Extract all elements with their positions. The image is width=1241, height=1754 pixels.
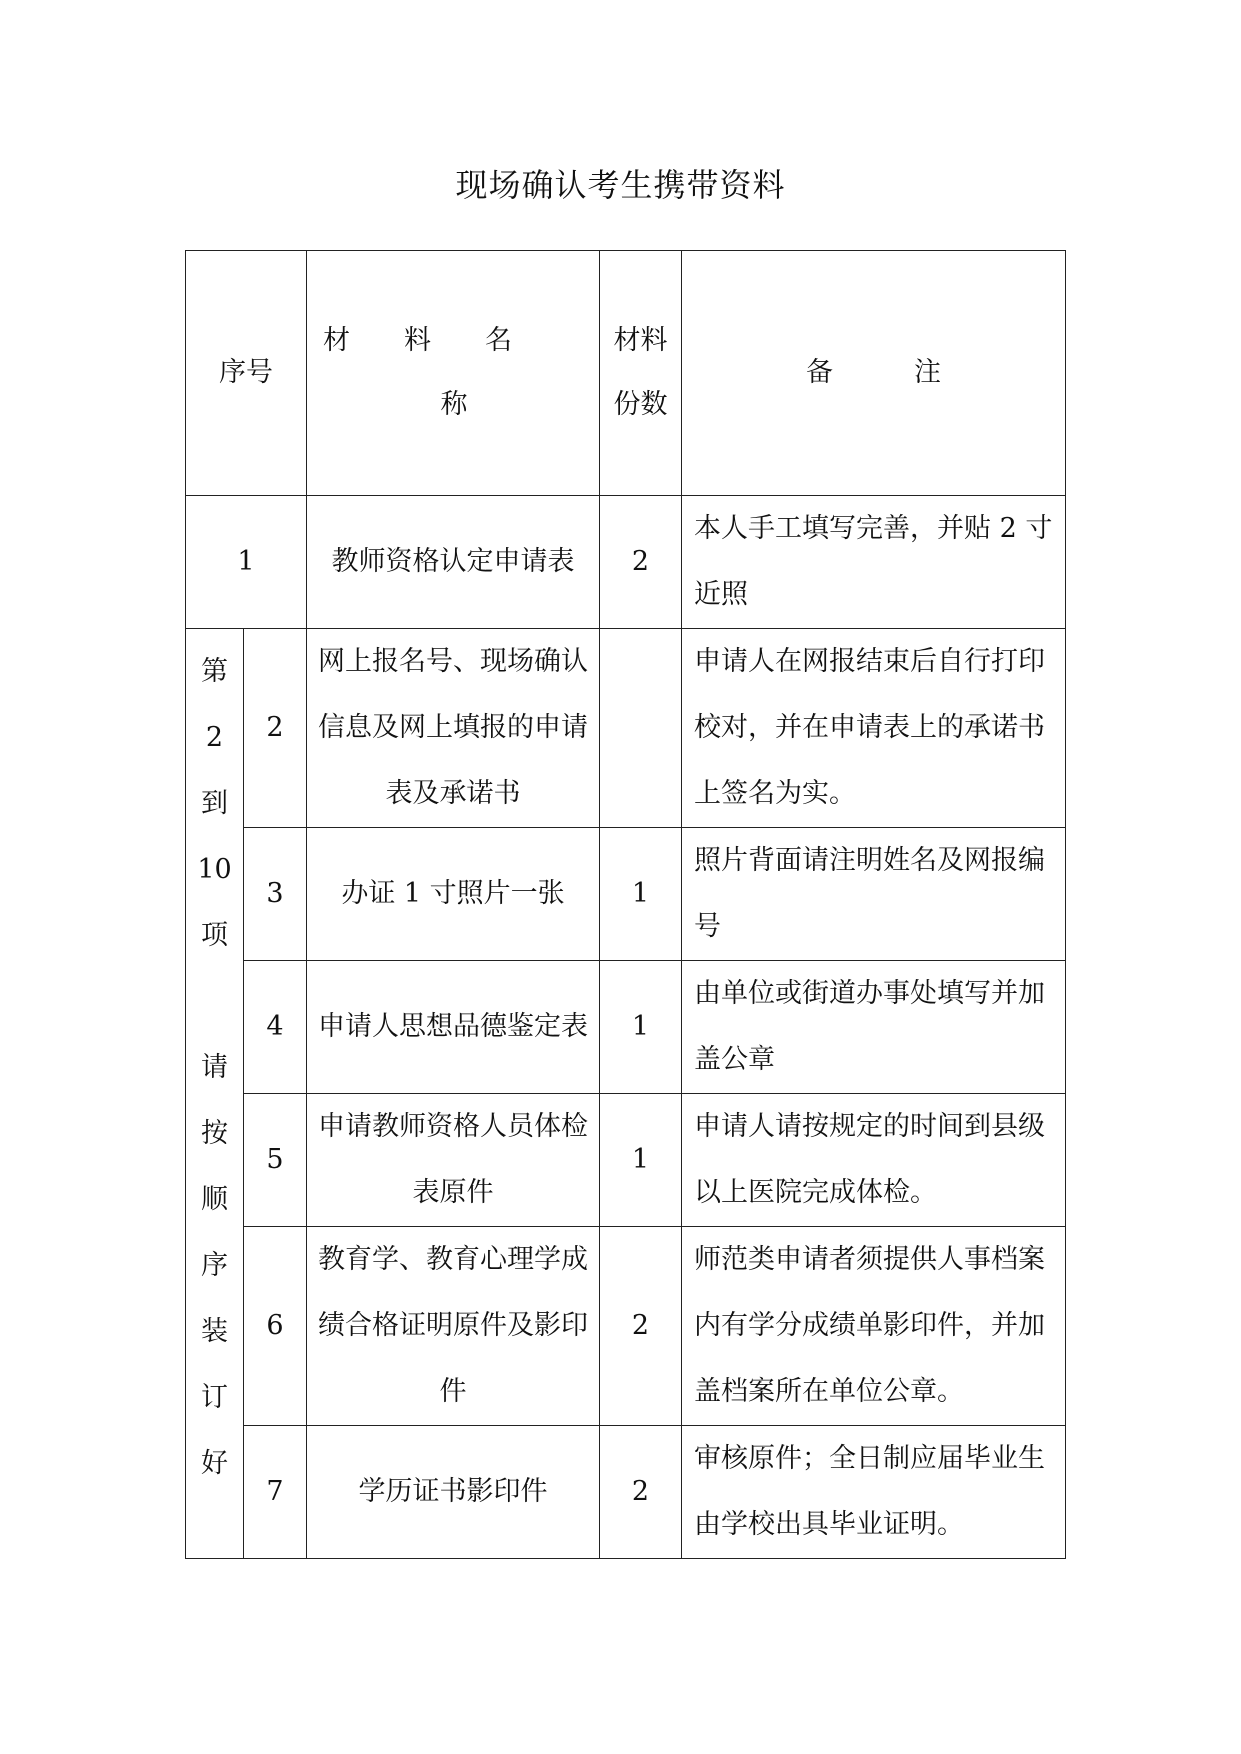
- table-row: [186, 961, 1066, 1094]
- row-note: 审核原件；全日制应届毕业生由学校出具毕业证明。: [682, 1426, 1066, 1559]
- side-char: 序: [201, 1250, 228, 1281]
- header-seq: 序号: [186, 251, 307, 496]
- table-row: [186, 828, 1066, 961]
- row-name: 申请人思想品德鉴定表: [307, 961, 600, 1094]
- side-char: 2: [205, 722, 224, 753]
- row-count: 2: [600, 1227, 682, 1426]
- side-char: 到: [201, 788, 228, 819]
- header-count-line1: 材料: [613, 325, 668, 356]
- row-note: 申请人请按规定的时间到县级以上医院完成体检。: [682, 1094, 1066, 1227]
- row-no: 5: [244, 1094, 307, 1227]
- row-no: 2: [244, 629, 307, 828]
- materials-table: [185, 250, 1066, 1559]
- side-char: 10: [197, 854, 232, 885]
- table-row: [186, 496, 1066, 629]
- side-char: 订: [201, 1382, 228, 1413]
- row-note: 由单位或街道办事处填写并加盖公章: [682, 961, 1066, 1094]
- table-row: [186, 1094, 1066, 1227]
- table-header-row: [186, 251, 1066, 496]
- side-char: 装: [201, 1316, 228, 1347]
- row-no: 3: [244, 828, 307, 961]
- header-note: 备 注: [682, 251, 1066, 496]
- side-char: 第: [201, 656, 228, 687]
- table-row: [186, 629, 1066, 828]
- side-gap: [186, 969, 243, 1035]
- side-char: 顺: [201, 1184, 228, 1215]
- row-name: 教育学、教育心理学成绩合格证明原件及影印件: [307, 1227, 600, 1426]
- header-material-name: [307, 251, 600, 496]
- row-no: 4: [244, 961, 307, 1094]
- side-char: 好: [201, 1448, 228, 1479]
- row-count: 1: [600, 961, 682, 1094]
- row-count: 1: [600, 1094, 682, 1227]
- row-name: 网上报名号、现场确认信息及网上填报的申请表及承诺书: [307, 629, 600, 828]
- row-no: 6: [244, 1227, 307, 1426]
- table-row: [186, 1426, 1066, 1559]
- header-material-name-line2: 称: [440, 389, 468, 420]
- row-name: 学历证书影印件: [307, 1426, 600, 1559]
- row-note: 师范类申请者须提供人事档案内有学分成绩单影印件，并加盖档案所在单位公章。: [682, 1227, 1066, 1426]
- side-char: 按: [201, 1118, 228, 1149]
- side-char: 请: [201, 1052, 228, 1083]
- row-name: 教师资格认定申请表: [307, 496, 600, 629]
- row-name: 办证 1 寸照片一张: [307, 828, 600, 961]
- table-row: [186, 1227, 1066, 1426]
- row-name: 申请教师资格人员体检表原件: [307, 1094, 600, 1227]
- row-count: 2: [600, 496, 682, 629]
- row-note: 申请人在网报结束后自行打印校对，并在申请表上的承诺书上签名为实。: [682, 629, 1066, 828]
- side-char: 项: [201, 920, 228, 951]
- side-note-binding-order: [186, 629, 244, 1559]
- row-note: 照片背面请注明姓名及网报编号: [682, 828, 1066, 961]
- header-material-count: [600, 251, 682, 496]
- header-material-name-line1: 材 料 名: [323, 325, 512, 356]
- row-no: 7: [244, 1426, 307, 1559]
- header-count-line2: 份数: [613, 389, 668, 420]
- row-no: 1: [186, 496, 307, 629]
- row-count: 2: [600, 1426, 682, 1559]
- row-count: 1: [600, 828, 682, 961]
- page-title: 现场确认考生携带资料: [455, 166, 786, 204]
- row-note: 本人手工填写完善，并贴 2 寸近照: [682, 496, 1066, 629]
- row-count: [600, 629, 682, 828]
